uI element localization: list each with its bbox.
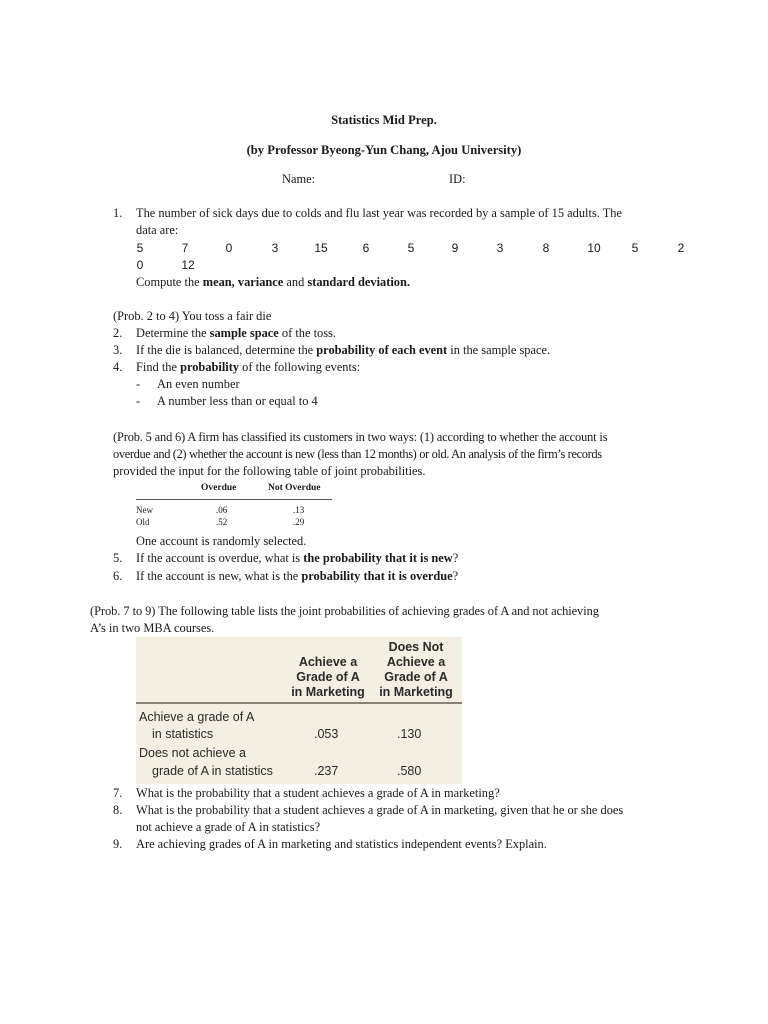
name-label: Name: — [282, 172, 316, 186]
q1-number: 1. — [113, 206, 123, 220]
data-value: 8 — [542, 241, 550, 255]
table-header-not-achieve: Does Not Achieve a Grade of A in Marketing — [379, 640, 453, 699]
data-value: 10 — [587, 241, 601, 255]
q6-text: If the account is new, what is the probability that it is overdue? — [136, 569, 459, 583]
table-header-not-overdue: Not Overdue — [268, 483, 321, 493]
data-value: 5 — [136, 241, 144, 255]
prob7to9-line1: (Prob. 7 to 9) The following table lists the joint probabilities of achieving grades of A and not achieving — [90, 604, 599, 618]
q9-text: Are achieving grades of A in marketing and statistics independent events? Explain. — [136, 837, 547, 851]
table-cell: .580 — [397, 764, 422, 778]
data-value: 6 — [362, 241, 370, 255]
q4-item1: An even number — [157, 377, 240, 391]
table-cell: .06 — [216, 505, 228, 515]
q1-compute-line: Compute the mean, variance and standard deviation. — [136, 275, 410, 289]
data-value: 5 — [407, 241, 415, 255]
q8-number: 8. — [113, 803, 123, 817]
table-cell: .130 — [397, 727, 422, 741]
id-label: ID: — [449, 172, 466, 186]
table-rule — [136, 499, 332, 500]
table-header-achieve: Achieve a Grade of A in Marketing — [291, 655, 365, 699]
q4-item2: A number less than or equal to 4 — [157, 394, 318, 408]
data-value: 3 — [496, 241, 504, 255]
q5-number: 5. — [113, 551, 123, 565]
q2-number: 2. — [113, 326, 123, 340]
data-value: 5 — [631, 241, 639, 255]
table-cell: .053 — [314, 727, 339, 741]
q6-number: 6. — [113, 569, 123, 583]
q2-text: Determine the sample space of the toss. — [136, 326, 336, 340]
q8-text-line1: What is the probability that a student achieves a grade of A in marketing, given that he or she does — [136, 803, 624, 817]
table-cell: .52 — [216, 517, 228, 527]
q1-text-line1: The number of sick days due to colds and flu last year was recorded by a sample of 15 adults. The — [136, 206, 622, 220]
q3-text: If the die is balanced, determine the probability of each event in the sample space. — [136, 343, 551, 357]
data-value: 0 — [136, 258, 144, 272]
q4-bullet: - — [136, 377, 141, 391]
q3-number: 3. — [113, 343, 123, 357]
grades-table — [136, 637, 462, 784]
data-value: 7 — [181, 241, 189, 255]
table-row-label: New — [136, 505, 153, 515]
data-value: 3 — [271, 241, 279, 255]
data-value: 9 — [451, 241, 459, 255]
q9-number: 9. — [113, 837, 123, 851]
table-row-label: Achieve a grade of A — [139, 710, 255, 724]
q7-number: 7. — [113, 786, 123, 800]
prob5and6-line3: provided the input for the following table of joint probabilities. — [113, 464, 426, 478]
page-title: Statistics Mid Prep. — [331, 113, 437, 127]
data-value: 0 — [225, 241, 233, 255]
prob5and6-line2: overdue and (2) whether the account is new (less than 12 months) or old. An analysis of the firm’s records — [113, 447, 602, 461]
data-value: 12 — [181, 258, 195, 272]
q7-text: What is the probability that a student achieves a grade of A in marketing? — [136, 786, 500, 800]
table-row-label: in statistics — [152, 727, 214, 741]
table-cell: .237 — [314, 764, 339, 778]
data-value: 15 — [314, 241, 328, 255]
q1-text-line2: data are: — [136, 223, 179, 237]
data-value: 2 — [677, 241, 685, 255]
random-selection-line: One account is randomly selected. — [136, 534, 307, 548]
table-rule — [136, 702, 462, 704]
prob7to9-line2: A’s in two MBA courses. — [90, 621, 215, 635]
q4-text: Find the probability of the following events: — [136, 360, 361, 374]
table-cell: .13 — [293, 505, 305, 515]
prob2to4-intro: (Prob. 2 to 4) You toss a fair die — [113, 309, 272, 323]
table-row-label: grade of A in statistics — [152, 764, 273, 778]
table-row-label: Old — [136, 517, 150, 527]
table-header-overdue: Overdue — [201, 483, 237, 493]
q4-bullet: - — [136, 394, 141, 408]
table-cell: .29 — [293, 517, 305, 527]
prob5and6-line1: (Prob. 5 and 6) A firm has classified its customers in two ways: (1) according to whether the account is — [113, 430, 608, 444]
table-row-label: Does not achieve a — [139, 746, 247, 760]
page-subtitle: (by Professor Byeong-Yun Chang, Ajou University) — [246, 143, 522, 157]
q4-number: 4. — [113, 360, 123, 374]
q5-text: If the account is overdue, what is the probability that it is new? — [136, 551, 459, 565]
q8-text-line2: not achieve a grade of A in statistics? — [136, 820, 321, 834]
